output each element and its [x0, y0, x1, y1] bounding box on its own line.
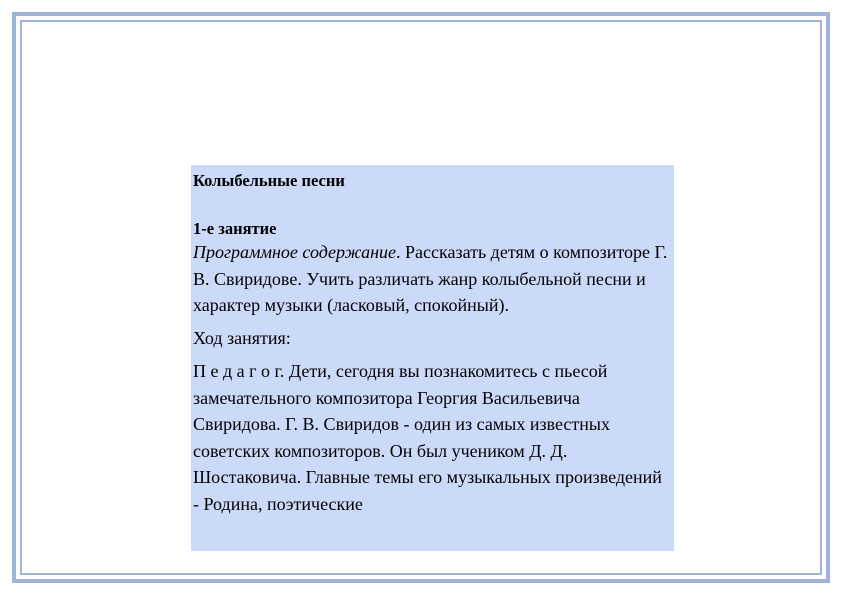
course-label: Ход занятия: — [193, 327, 291, 348]
program-text: . Рассказать детям о композиторе Г. В. Свиридове. Учить различать жанр колыбельной песни и характер музыки (ласковый, спокойный). — [193, 242, 668, 315]
teacher-label: П е д а г о г. — [193, 361, 285, 381]
document-title: Колыбельные песни — [193, 171, 345, 190]
lesson-heading: 1-е занятие — [193, 219, 277, 238]
teacher-paragraph — [193, 358, 670, 517]
program-label: Программное содержание — [193, 242, 397, 262]
program-paragraph — [193, 239, 670, 319]
teacher-text: Дети, сегодня вы познакомитесь с пьесой замечательного композитора Георгия Васильевича Свиридова. Г. В. Свиридов - один из самых известных советских композиторов. Он был учеником Д. Д. Шостаковича. Главные темы его музыкальных произведений - Родина, поэтические — [193, 361, 662, 514]
lesson-text-box — [191, 165, 674, 551]
